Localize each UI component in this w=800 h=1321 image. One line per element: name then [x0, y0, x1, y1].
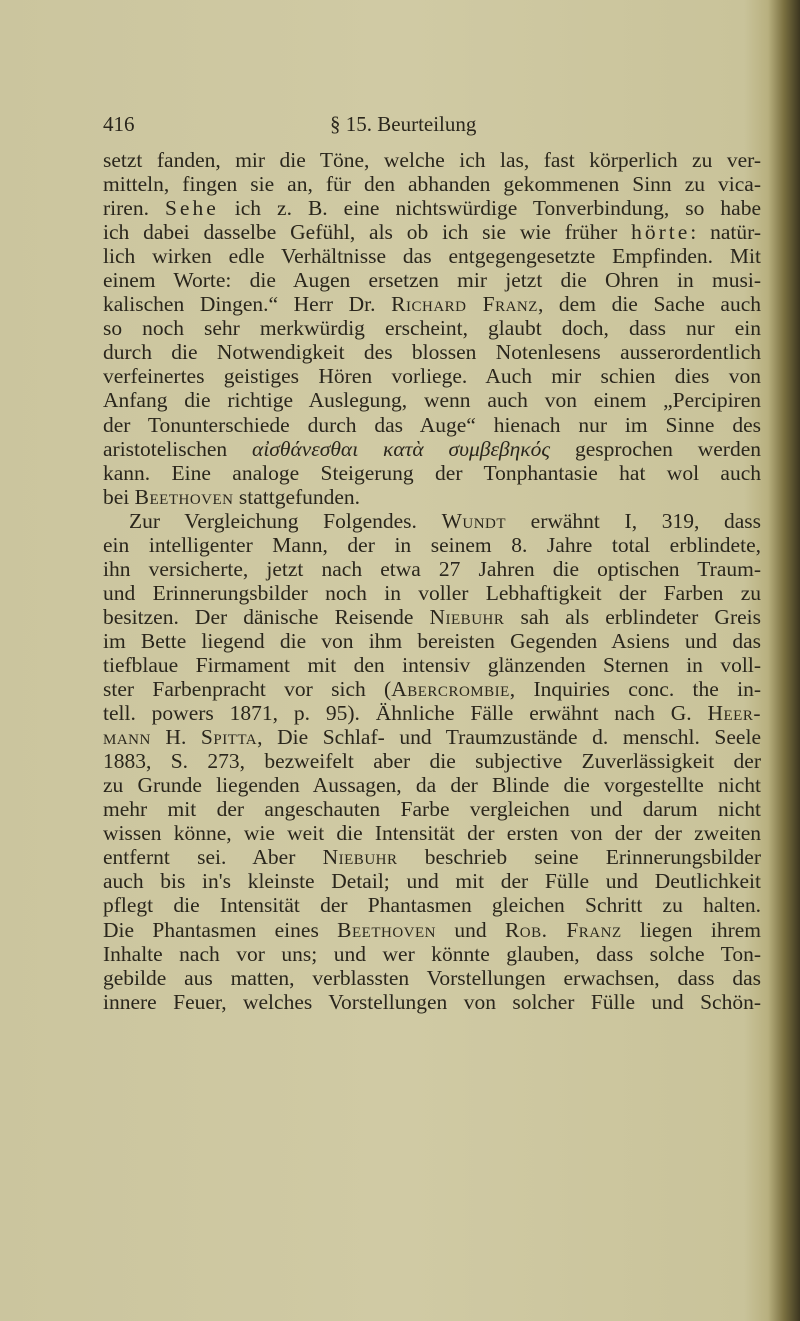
text-segment: setzt fanden, mir die Töne, welche ich las, fast körperlich zu ver-: [103, 148, 761, 172]
text-segment: liegen ihrem: [621, 917, 762, 942]
text-segment: hörte: [631, 220, 691, 245]
text-line: [103, 340, 761, 364]
text-segment: lich wirken edle Verhältnisse das entgegengesetzte Empfinden. Mit: [103, 244, 761, 269]
text-line: [103, 172, 761, 196]
text-segment: gesprochen werden: [550, 436, 761, 461]
text-line: [103, 653, 761, 677]
text-line: [103, 821, 761, 845]
text-segment: H.: [150, 725, 201, 750]
text-segment: auch bis in's kleinste Detail; und mit der Fülle und Deutlichkeit: [103, 869, 761, 894]
text-line: [103, 292, 761, 316]
text-segment: im Bette liegend die von ihm bereisten Gegenden Asiens und das: [103, 628, 761, 653]
text-line: [103, 388, 761, 412]
text-segment: stattgefunden.: [233, 484, 361, 509]
greek-phrase: αἰσθάνεσθαι κατὰ συμβεβηκός: [252, 436, 551, 461]
author-name: Abercrombie: [391, 677, 510, 702]
text-line: [103, 581, 761, 605]
text-line: [103, 749, 761, 773]
text-segment: riren.: [103, 196, 165, 221]
text-segment: ich dabei dasselbe Gefühl, als ob ich sie wie früher: [103, 220, 632, 245]
text-segment: 1883, S. 273, bezweifelt aber die subjective Zuverlässigkeit der: [103, 749, 761, 774]
text-segment: zu Grunde liegenden Aussagen, da der Blinde die vorgestellte nicht: [103, 773, 761, 798]
text-segment: erwähnt I, 319, dass: [506, 508, 761, 533]
text-line: [103, 918, 761, 942]
text-line: [103, 629, 761, 653]
author-name: Niebuhr: [429, 604, 505, 629]
text-segment: kann. Eine analoge Steigerung der Tonphantasie hat wol auch: [103, 460, 761, 485]
author-name: Spitta: [200, 725, 258, 750]
text-line: [103, 533, 761, 557]
author-name: Richard Franz: [391, 292, 538, 317]
author-name: Heer-: [707, 701, 761, 726]
text-segment: besitzen. Der dänische Reisende: [103, 604, 430, 629]
text-segment: ich z. B. eine nichtswürdige Tonverbindung, so habe: [218, 196, 762, 221]
text-segment: pflegt die Intensität der Phantasmen gleichen Schritt zu halten.: [103, 893, 761, 918]
body-text: [103, 148, 761, 1014]
text-line: [103, 413, 761, 437]
author-name: Niebuhr: [322, 845, 398, 870]
text-line: [103, 677, 761, 701]
text-line: [103, 148, 761, 172]
text-segment: , Inquiries conc. the in-: [509, 677, 761, 702]
text-line: [103, 773, 761, 797]
text-line: [103, 845, 761, 869]
text-line: [103, 701, 761, 725]
text-line: [103, 990, 761, 1014]
text-line: [103, 509, 761, 533]
text-segment: der Tonunterschiede durch das Auge“ hienach nur im Sinne des: [103, 412, 761, 437]
text-line: [103, 557, 761, 581]
text-segment: Sehe: [164, 196, 219, 221]
text-line: [103, 725, 761, 749]
text-segment: so noch sehr merkwürdig erscheint, glaubt doch, dass nur ein: [103, 316, 761, 341]
text-line: [103, 437, 761, 461]
text-line: [103, 268, 761, 292]
text-segment: Anfang die richtige Auslegung, wenn auch von einem „Percipiren: [103, 388, 761, 413]
text-line: [103, 893, 761, 917]
author-name: Rob. Franz: [504, 917, 622, 942]
text-segment: , dem die Sache auch: [537, 292, 762, 317]
text-segment: mehr mit der angeschauten Farbe vergleichen und darum nicht: [103, 797, 761, 822]
text-segment: durch die Notwendigkeit des blossen Notenlesens ausserordentlich: [103, 340, 761, 365]
text-segment: ihn versicherte, jetzt nach etwa 27 Jahren die optischen Traum-: [103, 556, 761, 581]
author-name: Beethoven: [337, 917, 436, 942]
page-number: 416: [103, 112, 135, 136]
text-line: [103, 196, 761, 220]
text-segment: Inhalte nach vor uns; und wer könnte glauben, dass solche Ton-: [103, 941, 761, 966]
text-segment: verfeinertes geistiges Hören vorliege. Auch mir schien dies von: [103, 364, 761, 389]
text-segment: mitteln, fingen sie an, für den abhanden gekommenen Sinn zu vica-: [103, 172, 761, 197]
text-line: [103, 605, 761, 629]
text-line: [103, 797, 761, 821]
text-segment: Zur Vergleichung Folgendes.: [129, 508, 442, 533]
text-segment: sah als erblindeter Greis: [504, 604, 762, 629]
author-name: Wundt: [441, 508, 507, 533]
text-line: [103, 942, 761, 966]
text-segment: innere Feuer, welches Vorstellungen von solcher Fülle und Schön-: [103, 989, 761, 1014]
text-line: [103, 364, 761, 388]
text-segment: ster Farbenpracht vor sich (: [103, 677, 392, 702]
text-segment: kalischen Dingen.“ Herr Dr.: [103, 292, 392, 317]
text-segment: wissen könne, wie weit die Intensität der ersten von der der zweiten: [103, 821, 761, 846]
text-segment: gebilde aus matten, verblassten Vorstellungen erwachsen, dass das: [103, 965, 761, 990]
text-segment: und Erinnerungsbilder noch in voller Lebhaftigkeit der Farben zu: [103, 580, 761, 605]
text-line: [103, 244, 761, 268]
text-line: [103, 461, 761, 485]
text-segment: und: [435, 917, 505, 942]
text-segment: , Die Schlaf- und Traumzustände d. menschl. Seele: [257, 725, 761, 750]
text-segment: einem Worte: die Augen ersetzen mir jetzt die Ohren in musi-: [103, 268, 761, 293]
text-line: [103, 220, 761, 244]
text-segment: beschrieb seine Erinnerungsbilder: [397, 845, 761, 870]
text-segment: bei: [103, 484, 135, 509]
text-line: [103, 869, 761, 893]
text-line: [103, 485, 761, 509]
text-segment: ein intelligenter Mann, der in seinem 8. Jahre total erblindete,: [103, 532, 761, 557]
text-segment: Die Phantasmen eines: [103, 917, 338, 942]
text-segment: tiefblaue Firmament mit den intensiv glänzenden Sternen in voll-: [103, 652, 761, 677]
text-segment: : natür-: [690, 220, 761, 245]
text-line: [103, 316, 761, 340]
text-segment: tell. powers 1871, p. 95). Ähnliche Fälle erwähnt nach G.: [103, 701, 708, 726]
text-segment: entfernt sei. Aber: [103, 845, 323, 870]
text-segment: aristotelischen: [103, 436, 253, 461]
author-name: Beethoven: [134, 484, 234, 509]
author-name: mann: [103, 725, 151, 750]
text-line: [103, 966, 761, 990]
section-title: § 15. Beurteilung: [330, 112, 477, 136]
